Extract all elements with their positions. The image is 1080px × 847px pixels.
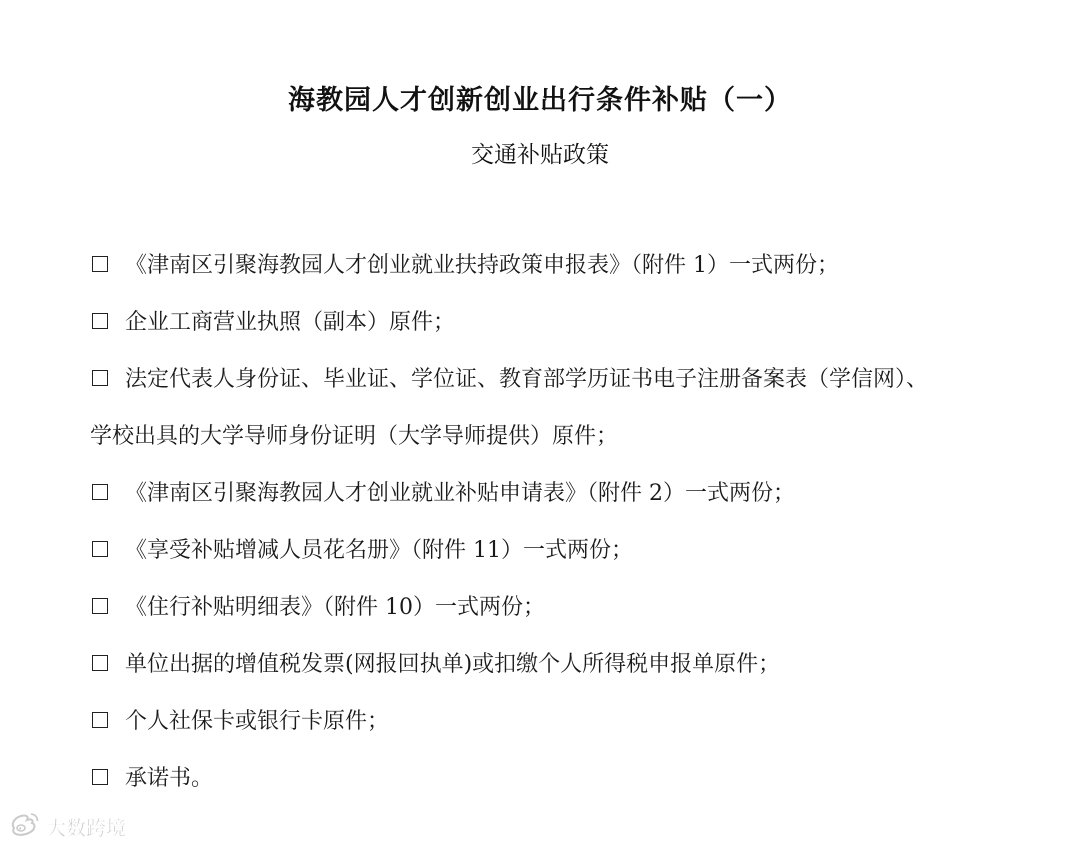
- checklist-item: [92, 705, 389, 739]
- checkbox[interactable]: [92, 370, 108, 386]
- checkbox[interactable]: [92, 541, 108, 557]
- checkbox[interactable]: [92, 598, 108, 614]
- checkbox[interactable]: [92, 484, 108, 500]
- document-title: 海教园人才创新创业出行条件补贴（一）: [288, 85, 792, 116]
- checklist-item-text: 法定代表人身份证、毕业证、学位证、教育部学历证书电子注册备案表（学信网）、: [125, 367, 929, 392]
- checklist-item: [92, 249, 839, 283]
- checklist-item: [92, 306, 455, 340]
- checkbox[interactable]: [92, 769, 108, 785]
- checklist-item: [92, 591, 545, 625]
- checklist-item-text: 个人社保卡或银行卡原件；: [125, 709, 390, 734]
- checkbox[interactable]: [92, 256, 108, 272]
- checklist-item-text: 承诺书。: [125, 766, 214, 791]
- checklist-item: [92, 648, 780, 682]
- checklist-item-text: 《住行补贴明细表》（附件 10）一式两份；: [125, 595, 545, 620]
- checkbox[interactable]: [92, 655, 108, 671]
- checklist-item-text: 《享受补贴增减人员花名册》（附件 11）一式两份；: [125, 538, 633, 563]
- checklist-item: [92, 477, 795, 511]
- checklist-item: [92, 762, 213, 796]
- weibo-logo-icon: [8, 811, 40, 841]
- document-subtitle: 交通补贴政策: [471, 142, 609, 168]
- checklist-item-continuation: 学校出具的大学导师身份证明（大学导师提供）原件；: [90, 424, 619, 449]
- watermark: [8, 810, 126, 842]
- checkbox[interactable]: [92, 712, 108, 728]
- checklist-item-text: 企业工商营业执照（副本）原件；: [125, 310, 456, 335]
- checkbox[interactable]: [92, 313, 108, 329]
- checklist-item: [92, 534, 633, 568]
- checklist-item-text: 单位出据的增值税发票(网报回执单)或扣缴个人所得税申报单原件；: [125, 652, 781, 677]
- checklist-item: [92, 363, 928, 397]
- checklist-item-text: 《津南区引聚海教园人才创业就业补贴申请表》（附件 2）一式两份；: [125, 481, 795, 506]
- checklist-item-text: 《津南区引聚海教园人才创业就业扶持政策申报表》（附件 1）一式两份；: [125, 253, 839, 278]
- watermark-text: 大数跨境: [46, 815, 126, 840]
